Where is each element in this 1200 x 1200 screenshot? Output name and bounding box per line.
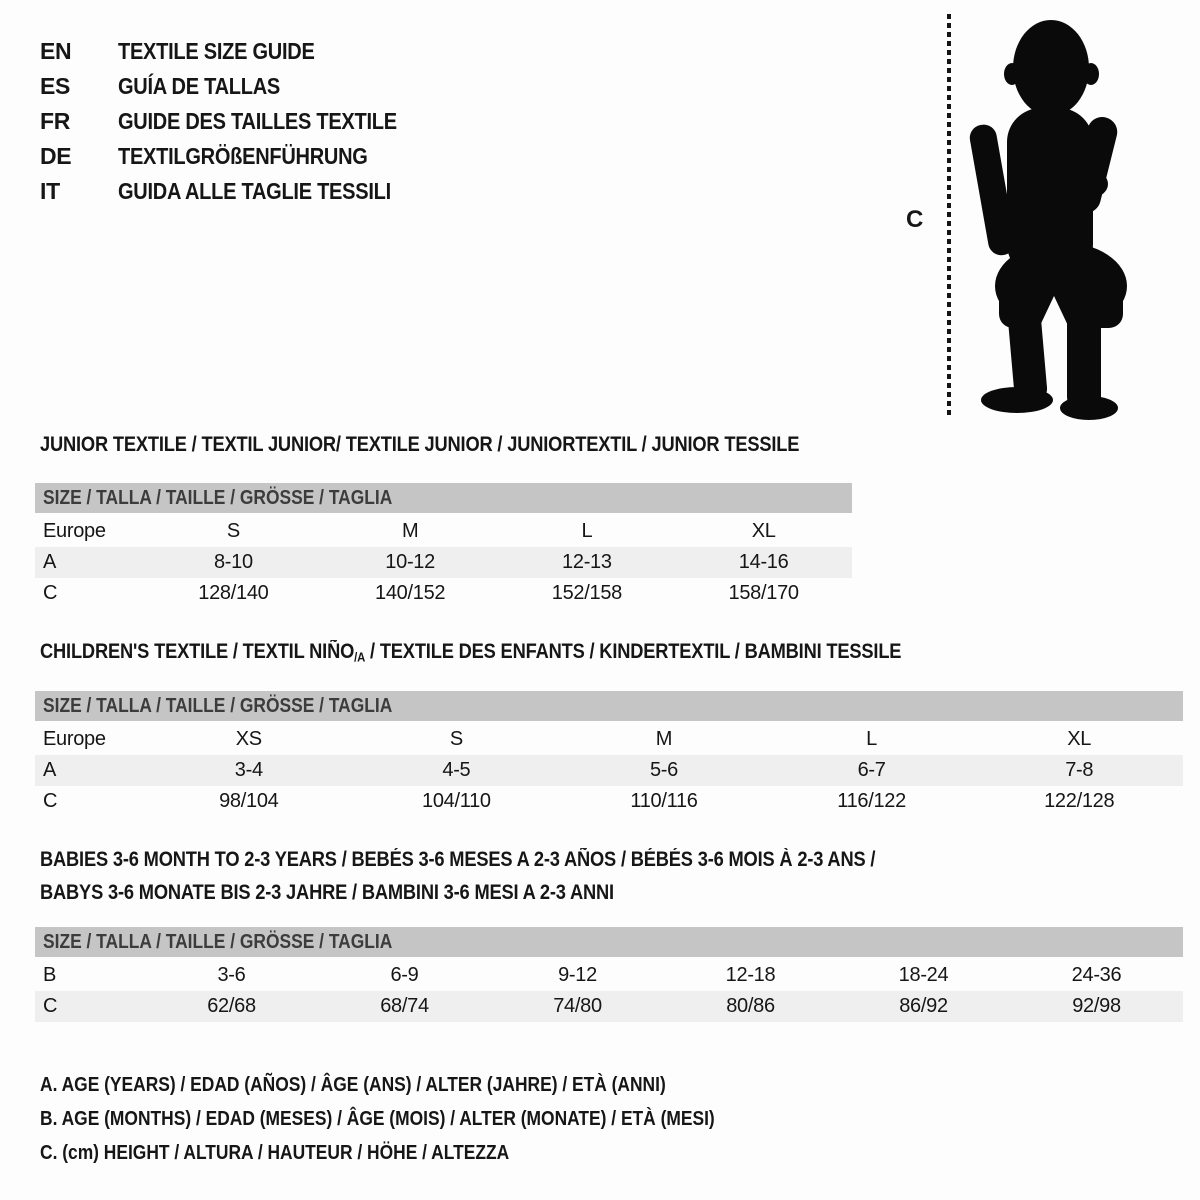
children-size-table — [35, 691, 1183, 817]
guide-title-it: GUIDA ALLE TAGLIE TESSILI — [118, 178, 391, 204]
table-header-band — [35, 691, 1183, 721]
size-cell: 110/116 — [630, 790, 698, 812]
row-label: C — [43, 790, 58, 812]
size-cell: 6-7 — [857, 759, 886, 781]
size-cell: 86/92 — [899, 995, 948, 1017]
height-measure-dashed-line — [947, 14, 951, 418]
table-row-age — [35, 755, 1183, 786]
size-cell: 3-4 — [234, 759, 263, 781]
table-header-band — [35, 927, 1183, 957]
children-title-suffix: / TEXTILE DES ENFANTS / KINDERTEXTIL / BAMBINI TESSILE — [365, 640, 902, 663]
note-age-years: A. AGE (YEARS) / EDAD (AÑOS) / ÂGE (ANS) / ALTER (JAHRE) / ETÀ (ANNI) — [40, 1074, 666, 1096]
size-cell: 4-5 — [442, 759, 471, 781]
babies-section-title — [40, 843, 1200, 909]
table-header-label: SIZE / TALLA / TAILLE / GRÖSSE / TAGLIA — [43, 486, 393, 509]
size-cell: XS — [235, 728, 262, 750]
table-row-months — [35, 960, 1183, 991]
size-cell: XL — [1067, 728, 1092, 750]
legend-notes — [40, 1068, 1200, 1170]
babies-title-line1: BABIES 3-6 MONTH TO 2-3 YEARS / BEBÉS 3-6 MESES A 2-3 AÑOS / BÉBÉS 3-6 MOIS À 2-3 ANS / — [40, 848, 876, 871]
table-row-europe — [35, 724, 1183, 755]
guide-title-de: TEXTILGRÖßENFÜHRUNG — [118, 143, 368, 169]
row-label: Europe — [43, 728, 106, 750]
junior-section-title: JUNIOR TEXTILE / TEXTIL JUNIOR/ TEXTILE JUNIOR / JUNIORTEXTIL / JUNIOR TESSILE — [40, 433, 800, 456]
size-cell: 98/104 — [219, 790, 279, 812]
guide-title-fr: GUIDE DES TAILLES TEXTILE — [118, 108, 397, 134]
size-cell: 7-8 — [1065, 759, 1094, 781]
size-cell: 158/170 — [728, 582, 799, 604]
lang-row-it — [40, 174, 439, 209]
lang-code: IT — [40, 178, 60, 204]
children-title-prefix: CHILDREN'S TEXTILE / TEXTIL NIÑO — [40, 640, 355, 663]
guide-title-es: GUÍA DE TALLAS — [118, 73, 280, 99]
table-header-band — [35, 483, 852, 513]
table-row-height — [35, 578, 852, 609]
size-cell: 116/122 — [837, 790, 906, 812]
size-cell: 122/128 — [1044, 790, 1115, 812]
lang-code: ES — [40, 73, 71, 99]
size-cell: 92/98 — [1072, 995, 1121, 1017]
table-row-height — [35, 991, 1183, 1022]
size-cell: M — [655, 728, 673, 750]
lang-row-es — [40, 69, 439, 104]
size-cell: 68/74 — [380, 995, 429, 1017]
table-row-height — [35, 786, 1183, 817]
size-cell: 80/86 — [726, 995, 775, 1017]
size-cell: 104/110 — [422, 790, 491, 812]
toddler-silhouette-icon — [963, 16, 1135, 420]
row-label: B — [43, 964, 57, 986]
size-cell: 8-10 — [213, 551, 253, 573]
size-cell: L — [866, 728, 877, 750]
size-cell: S — [226, 520, 240, 542]
size-cell: S — [449, 728, 463, 750]
size-cell: 12-13 — [562, 551, 612, 573]
size-cell: XL — [751, 520, 776, 542]
row-label: C — [43, 995, 58, 1017]
size-cell: 3-6 — [217, 964, 246, 986]
table-header-label: SIZE / TALLA / TAILLE / GRÖSSE / TAGLIA — [43, 694, 393, 717]
size-cell: 24-36 — [1071, 964, 1122, 986]
size-cell: 128/140 — [198, 582, 269, 604]
size-cell: 5-6 — [649, 759, 678, 781]
row-label: A — [43, 759, 57, 781]
children-title-subscript: /A — [354, 649, 366, 665]
language-title-list — [40, 34, 439, 209]
size-cell: 62/68 — [207, 995, 256, 1017]
row-label: A — [43, 551, 57, 573]
babies-size-table — [35, 927, 1183, 1022]
size-cell: 6-9 — [390, 964, 419, 986]
note-age-months: B. AGE (MONTHS) / EDAD (MESES) / ÂGE (MOIS) / ALTER (MONATE) / ETÀ (MESI) — [40, 1108, 715, 1130]
size-cell: 140/152 — [375, 582, 446, 604]
table-header-label: SIZE / TALLA / TAILLE / GRÖSSE / TAGLIA — [43, 930, 393, 953]
size-cell: 14-16 — [738, 551, 789, 573]
size-cell: 12-18 — [725, 964, 776, 986]
row-label: C — [43, 582, 58, 604]
guide-title-en: TEXTILE SIZE GUIDE — [118, 38, 315, 64]
size-cell: 152/158 — [551, 582, 622, 604]
row-label: Europe — [43, 520, 106, 542]
lang-row-de — [40, 139, 439, 174]
lang-code: FR — [40, 108, 71, 134]
size-cell: 9-12 — [558, 964, 597, 986]
size-cell: M — [401, 520, 419, 542]
size-cell: 10-12 — [385, 551, 435, 573]
table-row-europe — [35, 516, 852, 547]
size-cell: 74/80 — [553, 995, 602, 1017]
note-height-cm: C. (cm) HEIGHT / ALTURA / HAUTEUR / HÖHE / ALTEZZA — [40, 1142, 510, 1164]
lang-row-en — [40, 34, 439, 69]
lang-row-fr — [40, 104, 439, 139]
junior-size-table — [35, 483, 852, 609]
size-cell: 18-24 — [898, 964, 949, 986]
table-row-age — [35, 547, 852, 578]
babies-title-line2: BABYS 3-6 MONATE BIS 2-3 JAHRE / BAMBINI 3-6 MESI A 2-3 ANNI — [40, 881, 614, 904]
height-measure-label: C — [906, 206, 924, 233]
lang-code: EN — [40, 38, 72, 64]
size-cell: L — [581, 520, 593, 542]
lang-code: DE — [40, 143, 72, 169]
children-section-title — [40, 640, 1030, 665]
